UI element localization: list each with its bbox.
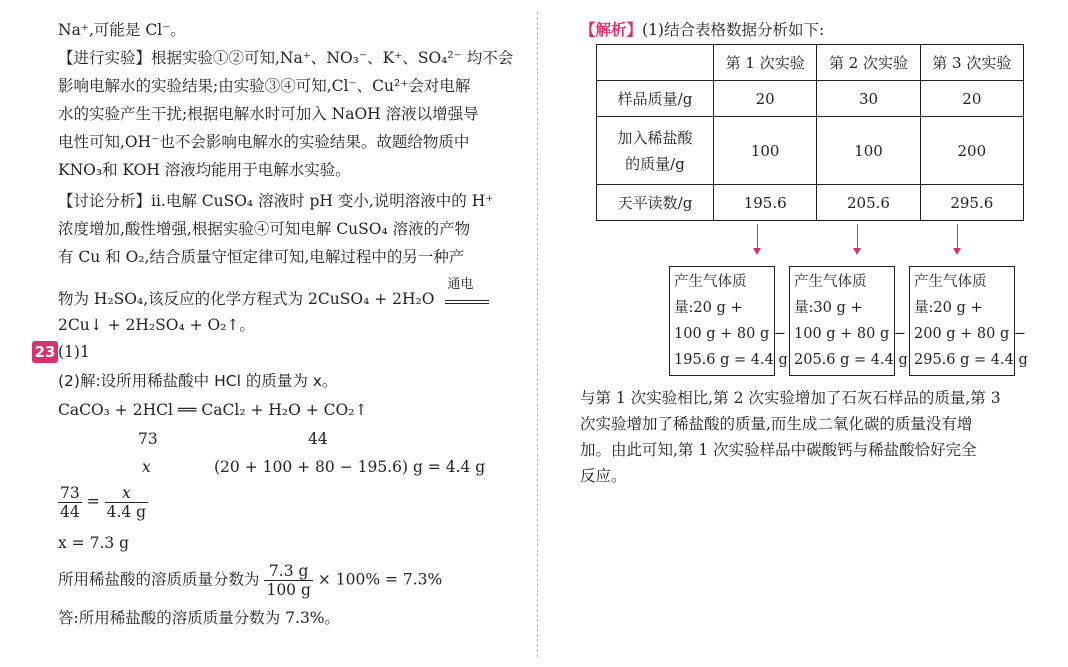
table-row: 加入稀盐酸 的质量/g 100 100 200 (597, 117, 1024, 185)
final-answer: 答:所用稀盐酸的溶质质量分数为 7.3%。 (58, 609, 341, 627)
gas-calc-box-3: 产生气体质 量:20 g + 200 g + 80 g − 295.6 g = 4.4 g (909, 266, 1015, 376)
arrowhead (753, 248, 761, 255)
fraction: $\frac{7.3 g}{100 g}$ (266, 562, 311, 599)
question-number-badge: 23 (32, 341, 58, 363)
column-divider (537, 12, 538, 657)
right-column (580, 0, 1050, 667)
analysis-heading: 【解析】(1)结合表格数据分析如下: (580, 21, 825, 39)
table-row: 天平读数/g 195.6 205.6 295.6 (597, 185, 1024, 221)
analysis-tag: 【解析】 (580, 21, 643, 39)
left-column (34, 0, 528, 667)
text-line: Na⁺,可能是 Cl⁻。 (58, 21, 186, 39)
data-table (596, 44, 1024, 221)
text-line: 水的实验产生干扰;根据电解水时可加入 NaOH 溶液以增强导 (58, 105, 479, 123)
text-line: 【进行实验】根据实验①②可知,Na⁺、NO₃⁻、K⁺、SO₄²⁻ 均不会 (58, 49, 514, 67)
fraction: $\frac{x}{4.4 g}$ (106, 484, 147, 521)
answer-part-2: (2)解:设所用稀盐酸中 HCl 的质量为 x。 (58, 372, 338, 390)
conclusion-paragraph: 与第 1 次实验相比,第 2 次实验增加了石灰石样品的质量,第 3 次实验增加了稀盐酸的质量,而生成二氧化碳的质量没有增 加。由此可知,第 1 次实验样品中碳酸钙与稀盐酸恰好完全 反应。 (580, 389, 1001, 485)
molar-mass-caco3: 73 (138, 430, 158, 448)
gas-calc-box-1: 产生气体质 量:20 g + 100 g + 80 g − 195.6 g = 4.4 g (669, 266, 775, 376)
co2-mass-calc: (20 + 100 + 80 − 195.6) g = 4.4 g (214, 458, 486, 476)
condition-equals (445, 277, 489, 304)
molar-mass-co2: 44 (308, 430, 328, 448)
text-line: 影响电解水的实验结果;由实验③④可知,Cl⁻、Cu²⁺会对电解 (58, 77, 471, 95)
answer-part-1: (1)1 (58, 343, 90, 361)
arrow-1 (757, 224, 758, 250)
result-x: x = 7.3 g (58, 534, 130, 552)
text-line (58, 277, 489, 310)
text-line: 浓度增加,酸性增强,根据实验④可知电解 CuSO₄ 溶液的产物 (58, 220, 471, 238)
text-line: KNO₃和 KOH 溶液均能用于电解水实验。 (58, 161, 351, 179)
arrowhead (853, 248, 861, 255)
fraction: $\frac{73}{44}$ (60, 484, 80, 521)
text-line: 电性可知,OH⁻也不会影响电解水的实验结果。故题给物质中 (58, 133, 470, 151)
gas-calc-box-2: 产生气体质 量:30 g + 100 g + 80 g − 205.6 g = 4.4 g (789, 266, 895, 376)
condition-label: 通电 (447, 277, 474, 292)
equation-text: 物为 H₂SO₄,该反应的化学方程式为 2CuSO₄ + 2H₂O (58, 290, 435, 308)
proportion: $\frac{73}{44}$ = $\frac{x}{4.4 g}$ (60, 484, 147, 521)
text-line: 有 Cu 和 O₂,结合质量守恒定律可知,电解过程中的另一种产 (58, 248, 465, 266)
text-line: 2Cu↓ + 2H₂SO₄ + O₂↑。 (58, 316, 255, 334)
arrow-3 (957, 224, 958, 250)
chemical-equation: CaCO₃ + 2HCl ══ CaCl₂ + H₂O + CO₂↑ (58, 401, 368, 419)
table-row: 样品质量/g 20 30 20 (597, 81, 1024, 117)
text-line: 【讨论分析】ⅱ.电解 CuSO₄ 溶液时 pH 变小,说明溶液中的 H⁺ (58, 192, 494, 210)
arrowhead (953, 248, 961, 255)
unknown-x: x (142, 458, 151, 476)
percentage-line: 所用稀盐酸的溶质质量分数为 $\frac{7.3 g}{100 g}$ × 100% = 7.3% (58, 562, 443, 599)
table-header-row: 第 1 次实验 第 2 次实验 第 3 次实验 (597, 45, 1024, 81)
arrow-2 (857, 224, 858, 250)
